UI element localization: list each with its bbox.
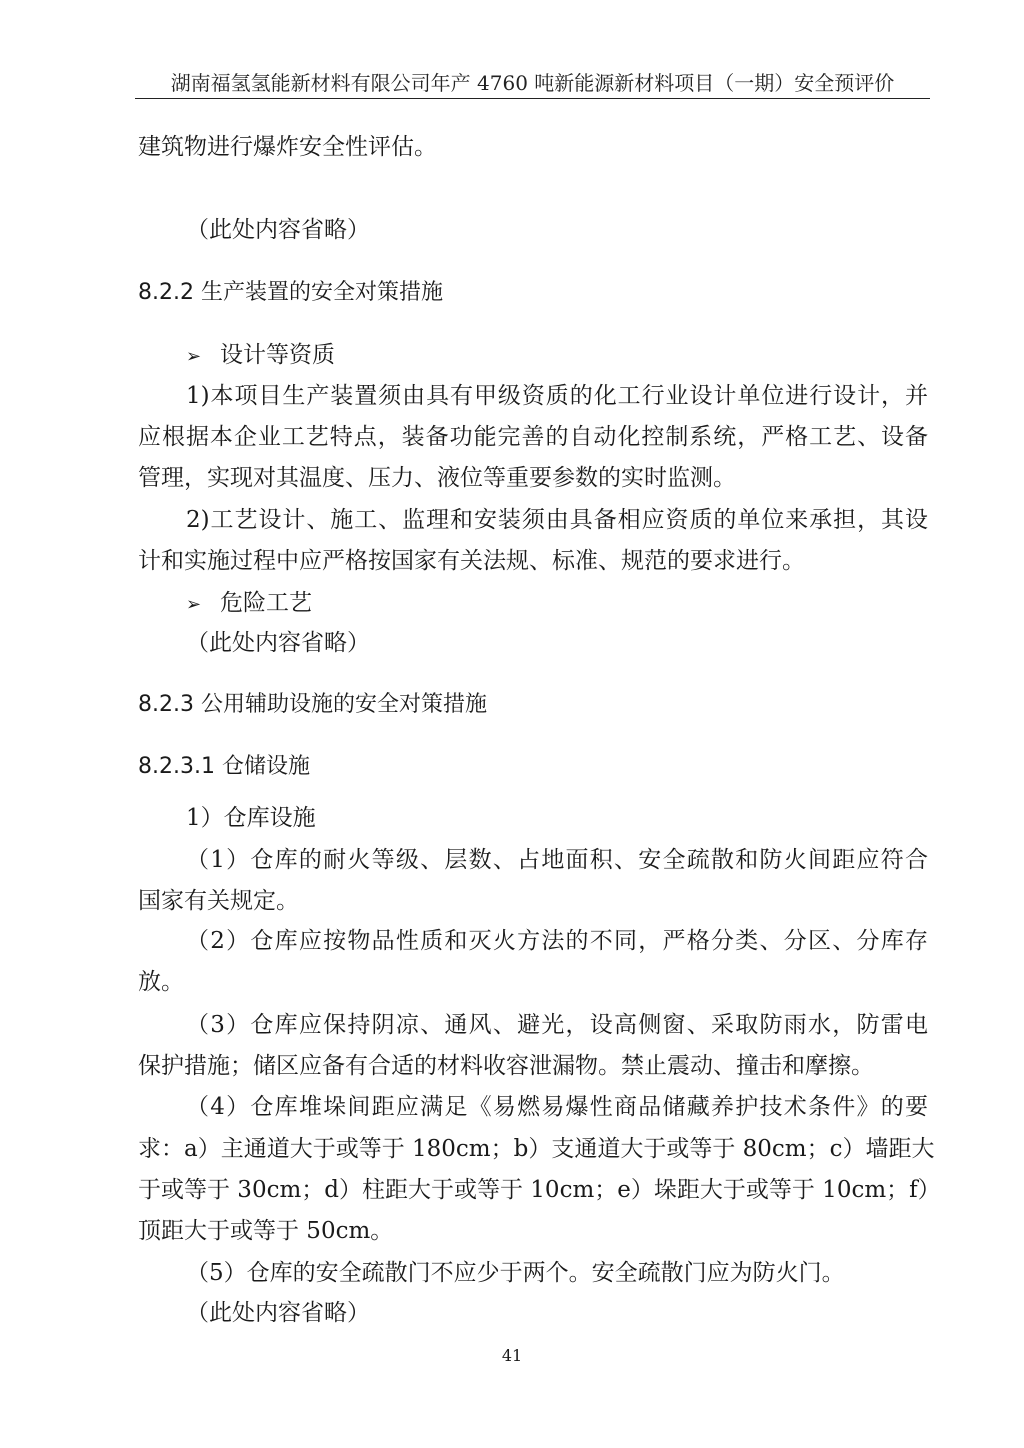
page-number: 41 <box>501 1346 523 1365</box>
section-heading-8-2-3: 8.2.3 公用辅助设施的安全对策措施 <box>138 692 487 717</box>
bullet-item-hazard <box>186 588 928 620</box>
omitted-content-note: （此处内容省略） <box>186 217 370 243</box>
paragraph-line: 顶距大于或等于 50cm。 <box>138 1218 394 1244</box>
header-divider <box>135 98 930 99</box>
paragraph-line: （3）仓库应保持阴凉、通风、避光，设高侧窗、采取防雨水，防雷电 <box>186 1012 928 1038</box>
paragraph-line: 管理，实现对其温度、压力、液位等重要参数的实时监测。 <box>138 465 736 491</box>
paragraph-line: 于或等于 30cm；d）柱距大于或等于 10cm；e）垛距大于或等于 10cm；f） <box>138 1177 941 1203</box>
paragraph-line: 计和实施过程中应严格按国家有关法规、标准、规范的要求进行。 <box>138 548 805 574</box>
paragraph-line: 保护措施；储区应备有合适的材料收容泄漏物。禁止震动、撞击和摩擦。 <box>138 1053 874 1079</box>
arrow-bullet-icon: ➢ <box>186 594 202 615</box>
omitted-content-note: （此处内容省略） <box>186 630 370 656</box>
paragraph-line: 建筑物进行爆炸安全性评估。 <box>138 134 437 160</box>
section-heading-8-2-2: 8.2.2 生产装置的安全对策措施 <box>138 280 443 305</box>
arrow-bullet-icon: ➢ <box>186 346 202 367</box>
bullet-item-design <box>186 340 928 372</box>
paragraph-line: 2)工艺设计、施工、监理和安装须由具备相应资质的单位来承担，其设 <box>186 507 928 533</box>
paragraph-line: 放。 <box>138 969 184 995</box>
bullet-item-label: 危险工艺 <box>220 590 312 616</box>
page-header-title: 湖南福氢氢能新材料有限公司年产 4760 吨新能源新材料项目（一期）安全预评价 <box>170 71 895 95</box>
paragraph-line: （2）仓库应按物品性质和灭火方法的不同，严格分类、分区、分库存 <box>186 928 928 954</box>
bullet-item-label: 设计等资质 <box>220 342 335 368</box>
omitted-content-note: （此处内容省略） <box>186 1300 370 1326</box>
paragraph-line: 1)本项目生产装置须由具有甲级资质的化工行业设计单位进行设计，并 <box>186 383 928 409</box>
sub-heading-warehouse: 1）仓库设施 <box>186 805 316 831</box>
section-heading-8-2-3-1: 8.2.3.1 仓储设施 <box>138 754 310 779</box>
paragraph-line: 国家有关规定。 <box>138 888 299 914</box>
paragraph-line: （1）仓库的耐火等级、层数、占地面积、安全疏散和防火间距应符合 <box>186 847 928 873</box>
paragraph-line: 求：a）主通道大于或等于 180cm；b）支通道大于或等于 80cm；c）墙距大 <box>138 1136 935 1162</box>
paragraph-line: （4）仓库堆垛间距应满足《易燃易爆性商品储藏养护技术条件》的要 <box>186 1094 928 1120</box>
paragraph-line: 应根据本企业工艺特点，装备功能完善的自动化控制系统，严格工艺、设备 <box>138 424 928 450</box>
paragraph-line: （5）仓库的安全疏散门不应少于两个。安全疏散门应为防火门。 <box>186 1260 845 1286</box>
